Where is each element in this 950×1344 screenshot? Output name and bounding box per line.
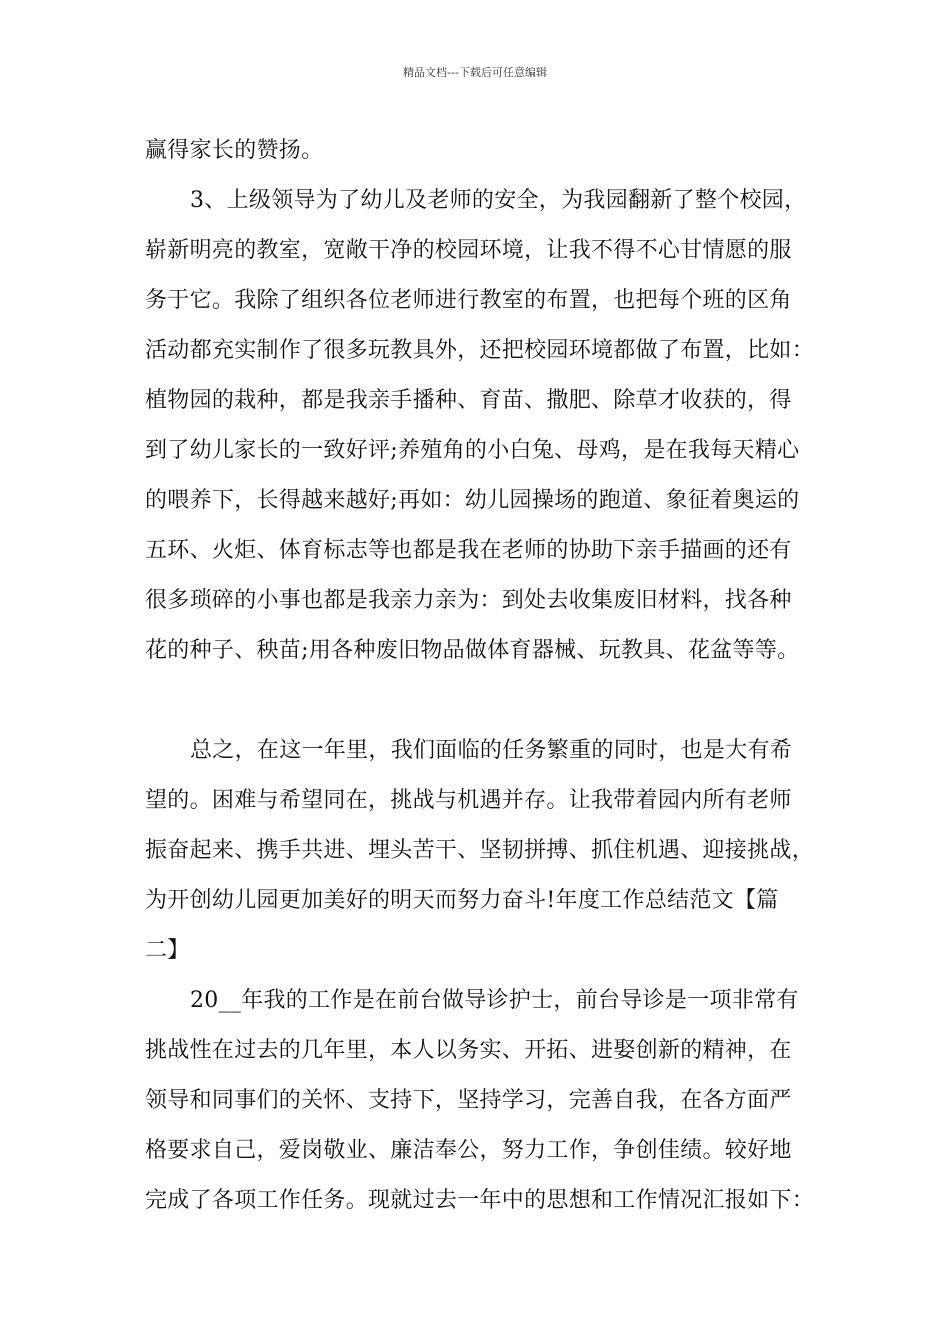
- text-line: 为开创幼儿园更加美好的明天而努力奋斗!年度工作总结范文【篇: [145, 888, 779, 913]
- text-line: 的喂养下，长得越来越好;再如：幼儿园操场的跑道、象征着奥运的: [145, 488, 800, 513]
- text-line: 花的种子、秧苗;用各种废旧物品做体育器械、玩教具、花盆等等。: [145, 638, 800, 663]
- text-line: 五环、火炬、体育标志等也都是我在老师的协助下亲手描画的还有: [145, 538, 792, 563]
- text-line: 完成了各项工作任务。现就过去一年中的思想和工作情况汇报如下：: [145, 1188, 815, 1213]
- text-line: 3、上级领导为了幼儿及老师的安全，为我园翻新了整个校园，: [190, 188, 807, 213]
- text-line: 到了幼儿家长的一致好评;养殖角的小白兔、母鸡，是在我每天精心: [145, 438, 800, 463]
- text-line: 植物园的栽种，都是我亲手播种、育苗、撒肥、除草才收获的，得: [145, 388, 792, 413]
- text-line: 活动都充实制作了很多玩教具外，还把校园环境都做了布置，比如：: [145, 338, 815, 363]
- text-line: 20__年我的工作是在前台做导诊护士，前台导诊是一项非常有: [190, 988, 799, 1013]
- text-line: 赢得家长的赞扬。: [145, 138, 324, 163]
- text-line: 挑战性在过去的几年里，本人以务实、开拓、进娶创新的精神，在: [145, 1038, 792, 1063]
- text-line: 务于它。我除了组织各位老师进行教室的布置，也把每个班的区角: [145, 288, 792, 313]
- text-line: 很多琐碎的小事也都是我亲力亲为：到处去收集废旧材料，找各种: [145, 588, 792, 613]
- page-header: 精品文档---下载后可任意编辑: [403, 66, 547, 79]
- text-line: 领导和同事们的关怀、支持下，坚持学习，完善自我，在各方面严: [145, 1088, 792, 1113]
- text-line: 望的。困难与希望同在，挑战与机遇并存。让我带着园内所有老师: [145, 788, 792, 813]
- text-line: 崭新明亮的教室，宽敞干净的校园环境，让我不得不心甘情愿的服: [145, 238, 792, 263]
- text-line: 二】: [145, 938, 190, 963]
- text-line: 振奋起来、携手共进、埋头苦干、坚韧拼搏、抓住机遇、迎接挑战，: [145, 838, 815, 863]
- text-line: 格要求自己，爱岗敬业、廉洁奉公，努力工作，争创佳绩。较好地: [145, 1138, 792, 1163]
- text-line: 总之，在这一年里，我们面临的任务繁重的同时，也是大有希: [190, 738, 793, 763]
